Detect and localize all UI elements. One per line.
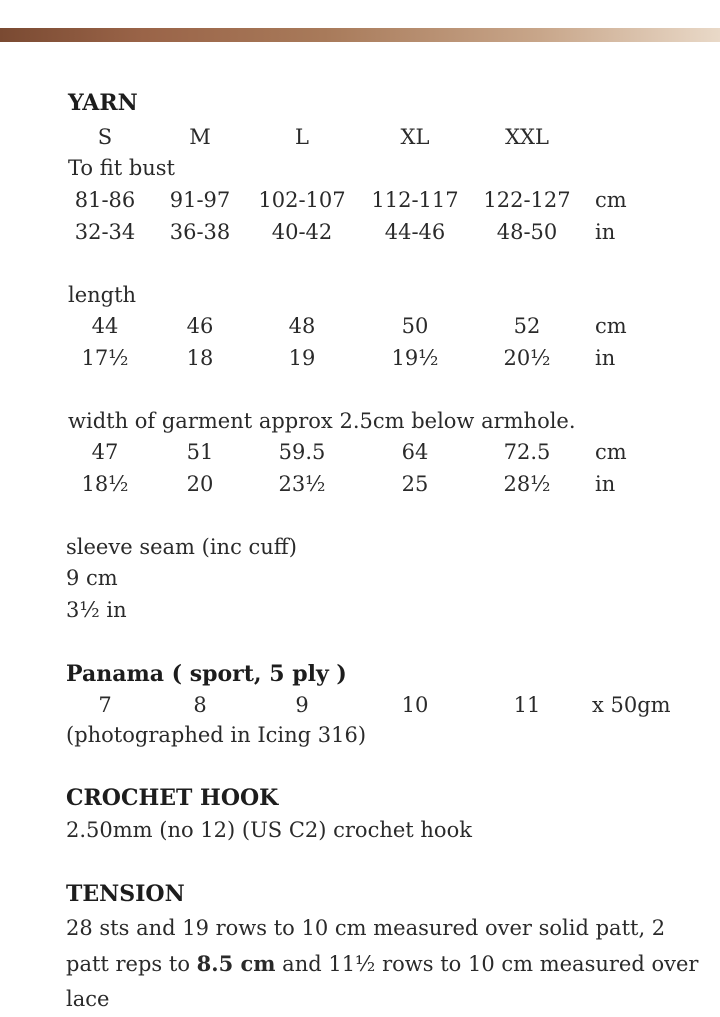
bust-in-value: 40-42 — [271, 220, 333, 244]
length-cm-value: 44 — [91, 314, 119, 338]
bust-cm-value: 112-117 — [371, 188, 459, 212]
width-cm-value: 72.5 — [503, 440, 551, 464]
sleeve-in-value: 3½ in — [66, 598, 127, 622]
unit-in: in — [595, 220, 616, 244]
sleeve-label: sleeve seam (inc cuff) — [66, 535, 297, 559]
bust-in-value: 48-50 — [496, 220, 558, 244]
size-label: L — [295, 125, 309, 149]
tension-text-start: 28 sts and 19 rows to 10 cm measured over solid patt, 2 patt reps to — [66, 916, 666, 976]
width-in-value: 25 — [401, 472, 429, 496]
size-label: S — [97, 125, 113, 149]
hook-text: 2.50mm (no 12) (US C2) crochet hook — [66, 818, 472, 842]
length-in-value: 18 — [186, 346, 214, 370]
width-cm-value: 59.5 — [278, 440, 326, 464]
length-cm-value: 46 — [186, 314, 214, 338]
tension-heading: TENSION — [66, 881, 185, 907]
bust-cm-value: 91-97 — [169, 188, 231, 212]
length-cm-value: 48 — [288, 314, 316, 338]
length-in-value: 19½ — [391, 346, 439, 370]
bust-cm-value: 122-127 — [483, 188, 571, 212]
unit-cm: cm — [595, 440, 627, 464]
ball-unit: x 50gm — [592, 693, 671, 717]
width-label: width of garment approx 2.5cm below armhole. — [68, 409, 576, 433]
bust-in-value: 36-38 — [169, 220, 231, 244]
unit-in: in — [595, 472, 616, 496]
length-cm-value: 50 — [401, 314, 429, 338]
length-in-value: 19 — [288, 346, 316, 370]
bust-label: To fit bust — [68, 156, 175, 180]
ball-count: 10 — [401, 693, 429, 717]
width-in-value: 28½ — [503, 472, 551, 496]
width-cm-value: 51 — [186, 440, 214, 464]
width-in-value: 18½ — [81, 472, 129, 496]
photographed-note: (photographed in Icing 316) — [66, 723, 367, 747]
bust-in-value: 32-34 — [74, 220, 136, 244]
size-label: XXL — [505, 125, 549, 149]
size-label: M — [189, 125, 211, 149]
ball-count: 11 — [513, 693, 541, 717]
width-cm-value: 64 — [401, 440, 429, 464]
length-label: length — [68, 283, 137, 307]
tension-text-bold: 8.5 cm — [196, 951, 276, 976]
ball-count: 9 — [295, 693, 309, 717]
sleeve-cm-value: 9 cm — [66, 566, 118, 590]
length-in-value: 20½ — [503, 346, 551, 370]
yarn-heading: YARN — [68, 90, 138, 116]
tension-paragraph — [66, 911, 706, 1017]
bust-cm-value: 81-86 — [74, 188, 136, 212]
panama-heading: Panama ( sport, 5 ply ) — [66, 661, 347, 687]
ball-count: 7 — [98, 693, 112, 717]
ball-count: 8 — [193, 693, 207, 717]
unit-cm: cm — [595, 188, 627, 212]
tension-text-end: and 11½ rows to 10 cm measured over lace — [66, 952, 699, 1011]
length-cm-value: 52 — [513, 314, 541, 338]
length-in-value: 17½ — [81, 346, 129, 370]
hook-heading: CROCHET HOOK — [66, 785, 279, 811]
width-in-value: 23½ — [278, 472, 326, 496]
bust-cm-value: 102-107 — [258, 188, 346, 212]
header-rule — [0, 28, 720, 42]
unit-in: in — [595, 346, 616, 370]
bust-in-value: 44-46 — [384, 220, 446, 244]
size-label: XL — [400, 125, 430, 149]
unit-cm: cm — [595, 314, 627, 338]
width-in-value: 20 — [186, 472, 214, 496]
width-cm-value: 47 — [91, 440, 119, 464]
